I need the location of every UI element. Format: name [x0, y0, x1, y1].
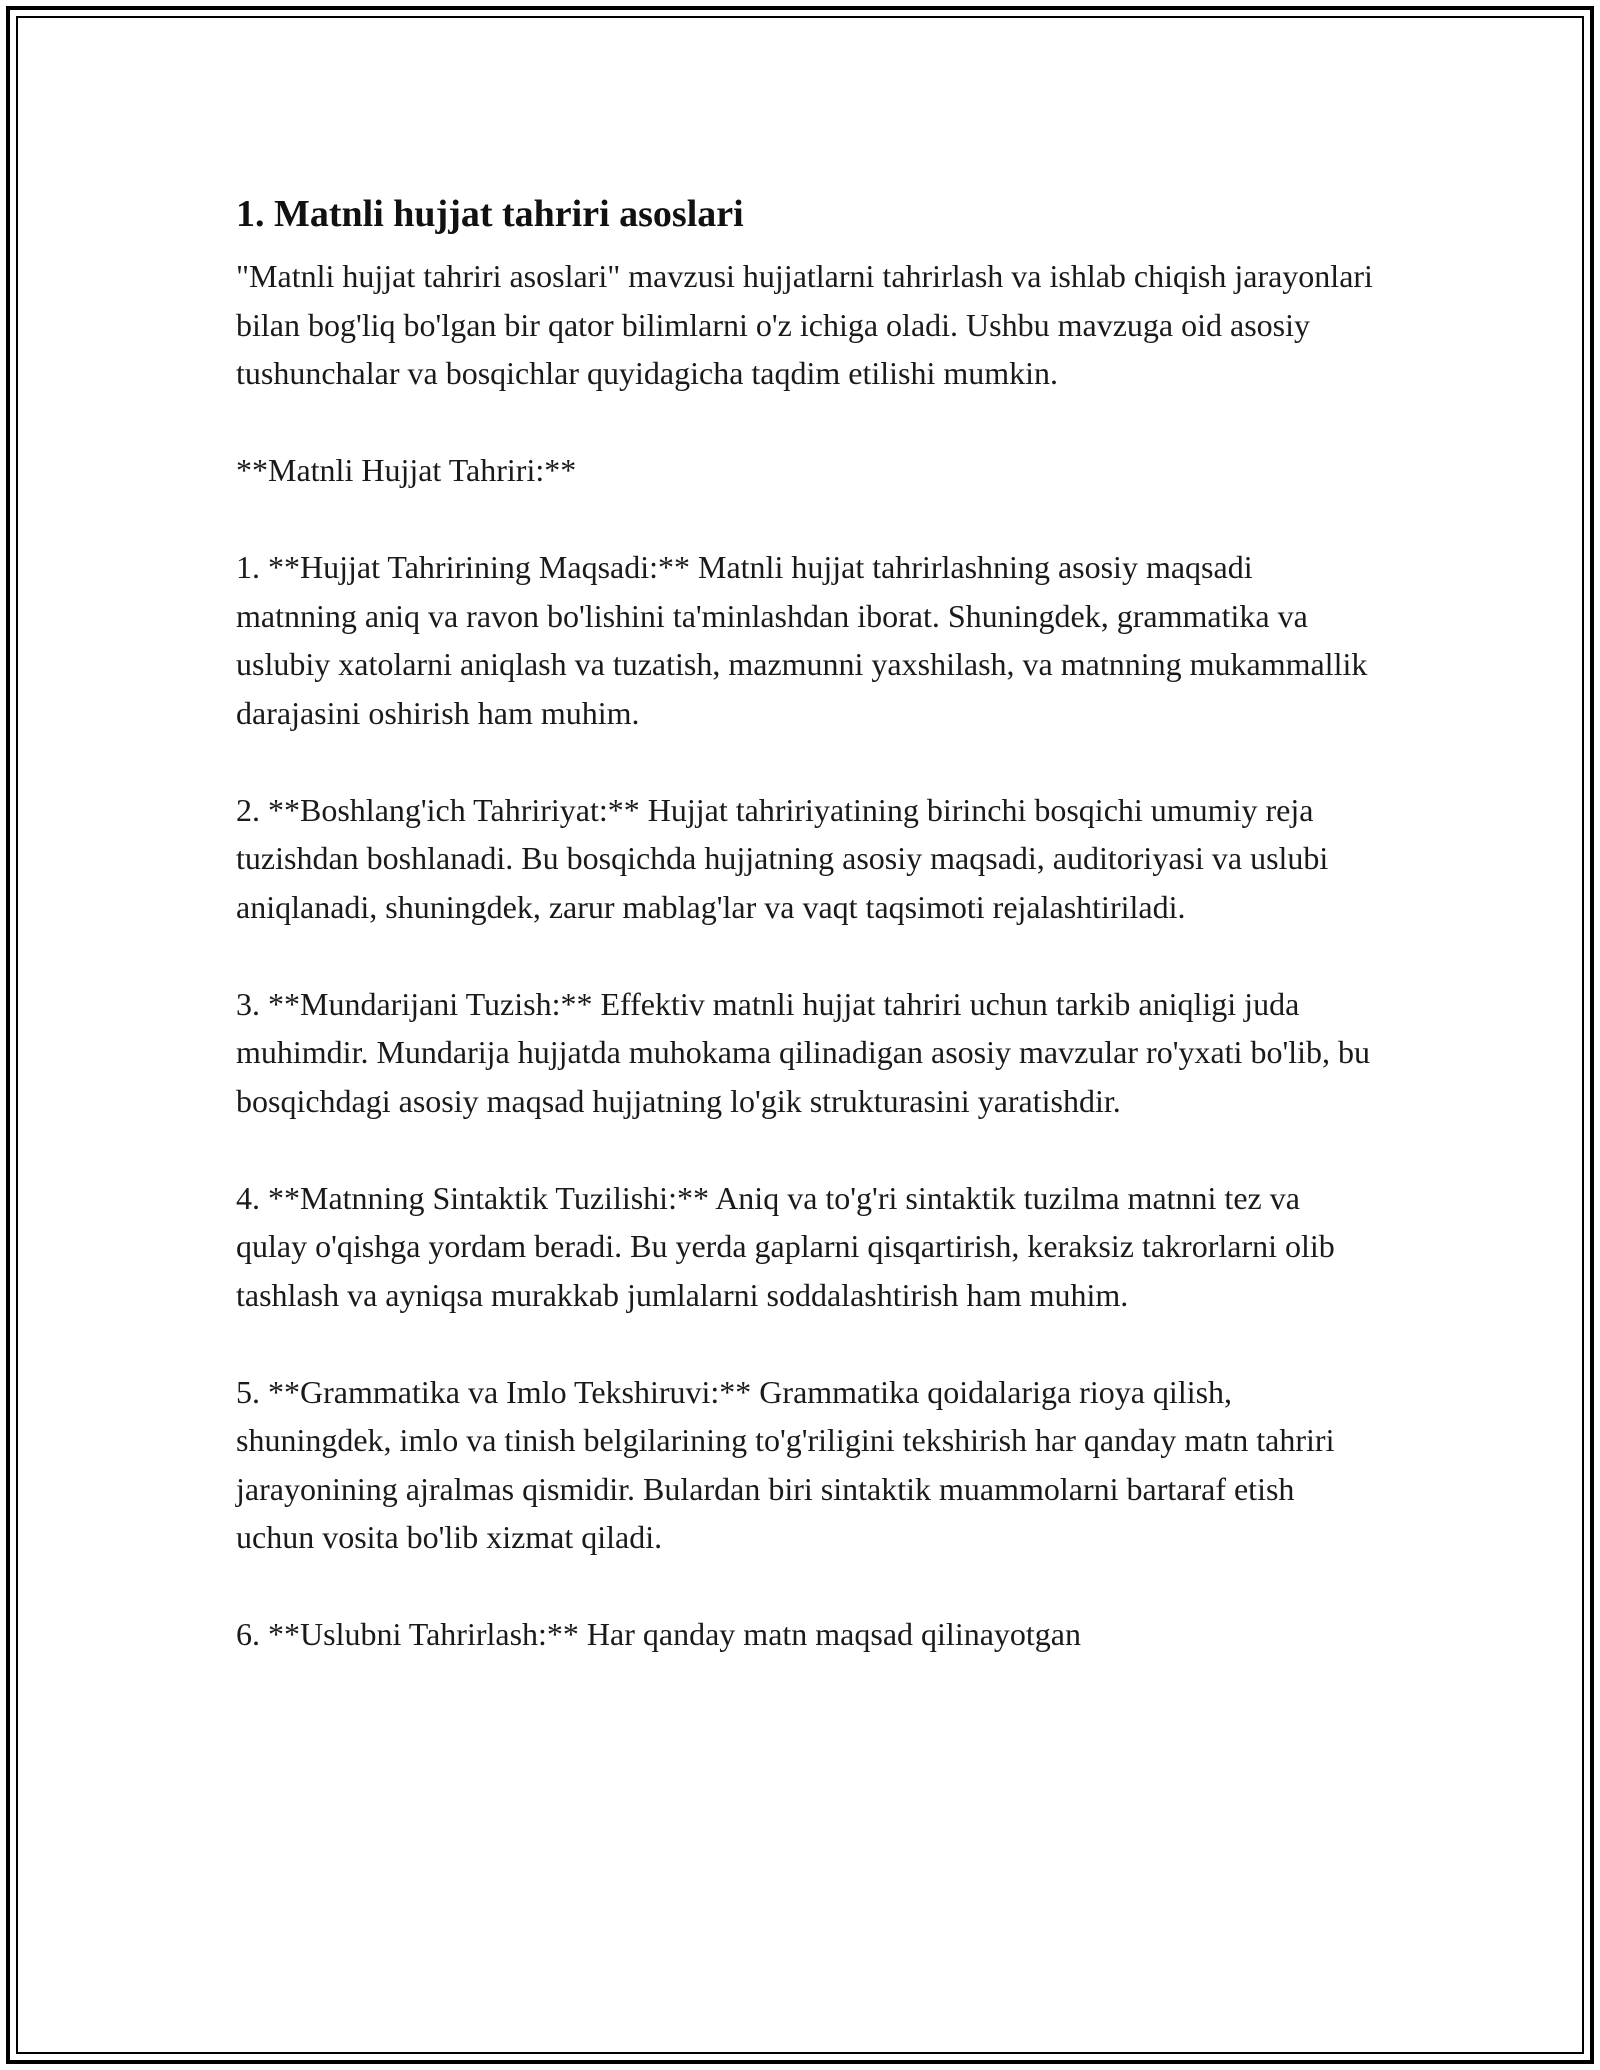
document-body [236, 188, 1376, 1659]
list-item-1-paragraph: 1. **Hujjat Tahririning Maqsadi:** Matnli hujjat tahrirlashning asosiy maqsadi matnning aniq va ravon bo'lishini ta'minlashdan iborat. Shuningdek, grammatika va uslubiy xatolarni aniqlash va tuzatish, mazmunni yaxshilash, va matnning mukammallik darajasini oshirish ham muhim. [236, 549, 1368, 731]
list-item-5-paragraph: 5. **Grammatika va Imlo Tekshiruvi:** Grammatika qoidalariga rioya qilish, shuningdek, imlo va tinish belgilarining to'g'riligini tekshirish har qanday matn tahriri jarayonining ajralmas qismidir. Bulardan biri sintaktik muammolarni bartaraf etish uchun vosita bo'lib xizmat qiladi. [236, 1373, 1335, 1555]
list-item-4-paragraph: 4. **Matnning Sintaktik Tuzilishi:** Aniq va to'g'ri sintaktik tuzilma matnni tez va qulay o'qishga yordam beradi. Bu yerda gaplarni qisqartirish, keraksiz takrorlarni olib tashlash va ayniqsa murakkab jumlalarni soddalashtirish ham muhim. [236, 1179, 1335, 1313]
document-heading: 1. Matnli hujjat tahriri asoslari [236, 193, 744, 235]
list-item-2-paragraph: 2. **Boshlang'ich Tahririyat:** Hujjat tahririyatining birinchi bosqichi umumiy reja tuzishdan boshlanadi. Bu bosqichda hujjatning asosiy maqsadi, auditoriyasi va uslubi aniqlanadi, shuningdek, zarur mablag'lar va vaqt taqsimoti rejalashtiriladi. [236, 791, 1329, 925]
list-item-3-paragraph: 3. **Mundarijani Tuzish:** Effektiv matnli hujjat tahriri uchun tarkib aniqligi juda muhimdir. Mundarija hujjatda muhokama qilinadigan asosiy mavzular ro'yxati bo'lib, bu bosqichdagi asosiy maqsad hujjatning lo'gik strukturasini yaratishdir. [236, 985, 1370, 1119]
intro-paragraph: "Matnli hujjat tahriri asoslari" mavzusi hujjatlarni tahrirlash va ishlab chiqish jarayonlari bilan bog'liq bo'lgan bir qator bilimlarni o'z ichiga oladi. Ushbu mavzuga oid asosiy tushunchalar va bosqichlar quyidagicha taqdim etilishi mumkin. [236, 258, 1373, 391]
section-title-paragraph: **Matnli Hujjat Tahriri:** [236, 452, 577, 488]
list-item-6-paragraph: 6. **Uslubni Tahrirlash:** Har qanday matn maqsad qilinayotgan [236, 1616, 1081, 1652]
